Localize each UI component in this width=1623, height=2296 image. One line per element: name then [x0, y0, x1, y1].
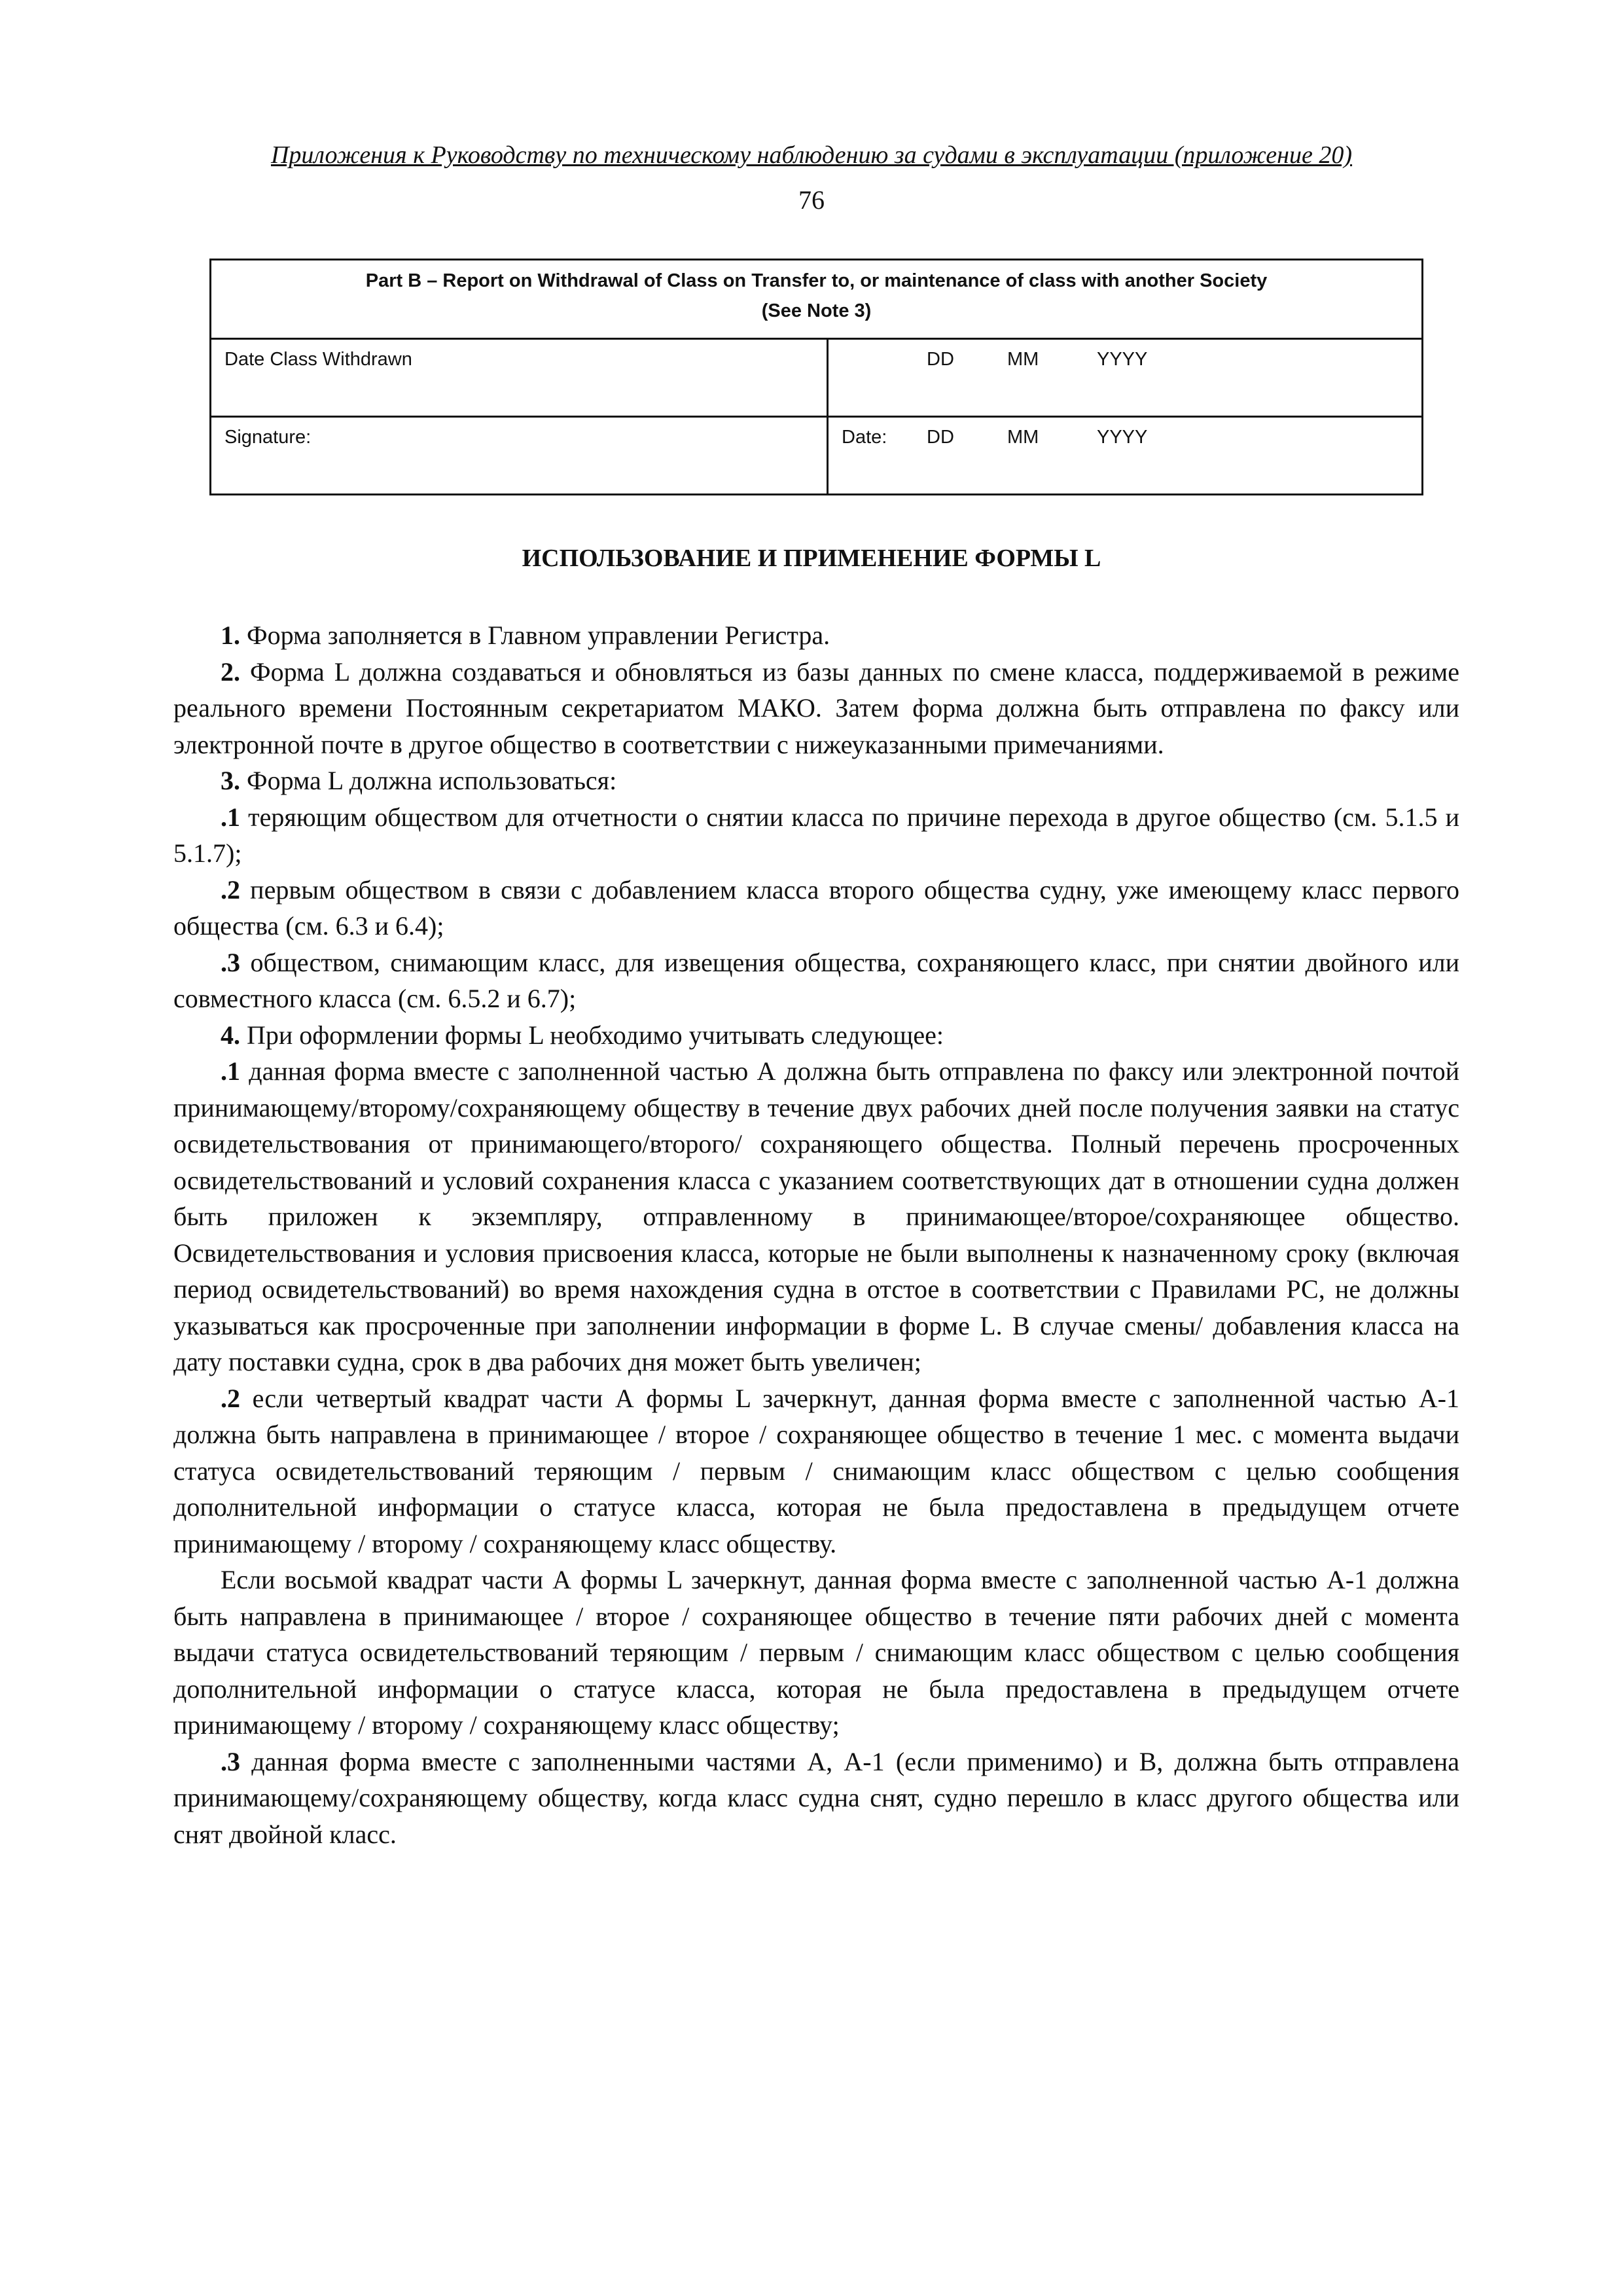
- month-placeholder: MM: [1007, 427, 1039, 448]
- paragraph: [173, 872, 1459, 944]
- paragraph: [173, 762, 1459, 799]
- paragraph-text: если четвертый квадрат части А формы L зачеркнут, данная форма вместе с заполненной частью А-1 должна быть направлена в принимающее / второе / сохраняющее общество в течение 1 мес. с момента выдачи статуса освидетельствований теряющим / первым / снимающим класс обществом с целью сообщения дополнительной информации о статусе класса, которая не была предоставлена в предыдущем отчете принимающему / второму / сохраняющему класс обществу.: [173, 1383, 1459, 1558]
- paragraph-text: теряющим обществом для отчетности о снятии класса по причине перехода в другое общество (см. 5.1.5 и 5.1.7);: [173, 802, 1459, 868]
- paragraph-text: обществом, снимающим класс, для извещения общества, сохраняющего класс, при снятии двойного или совместного класса (см. 6.5.2 и 6.7);: [173, 947, 1459, 1013]
- item-number: .1: [221, 1056, 240, 1086]
- year-placeholder: YYYY: [1097, 349, 1148, 370]
- part-b-form-table: [209, 259, 1423, 495]
- day-placeholder: DD: [927, 349, 954, 370]
- table-title-note: (See Note 3): [761, 300, 872, 321]
- paragraph-text: Форма L должна использоваться:: [240, 766, 617, 795]
- date-class-withdrawn-field[interactable]: [828, 339, 1423, 417]
- paragraph-text: Форма заполняется в Главном управлении Регистра.: [240, 620, 830, 650]
- paragraph: [173, 944, 1459, 1017]
- instructions-body: [173, 617, 1459, 1852]
- paragraph: [173, 617, 1459, 654]
- item-number: .2: [221, 874, 240, 905]
- signature-field[interactable]: [211, 417, 828, 495]
- table-row: [211, 339, 1423, 417]
- signature-label: Signature:: [224, 427, 312, 448]
- paragraph: [173, 1380, 1459, 1562]
- paragraph: [173, 1053, 1459, 1380]
- page-number: 76: [798, 185, 825, 215]
- item-number: .2: [221, 1383, 240, 1413]
- item-number: 3.: [221, 766, 240, 795]
- year-placeholder: YYYY: [1097, 427, 1148, 448]
- table-title: Part B – Report on Withdrawal of Class on Transfer to, or maintenance of class with another Society: [365, 270, 1268, 291]
- item-number: 4.: [221, 1020, 240, 1050]
- item-number: .1: [221, 802, 240, 832]
- section-title: ИСПОЛЬЗОВАНИЕ И ПРИМЕНЕНИЕ ФОРМЫ L: [522, 545, 1101, 572]
- table-title-cell: [211, 260, 1423, 339]
- paragraph: [173, 1017, 1459, 1054]
- paragraph-text: Если восьмой квадрат части А формы L зачеркнут, данная форма вместе с заполненной частью А-1 должна быть направлена в принимающее / второе / сохраняющее общество в течение пяти рабочих дней с момента выдачи статуса освидетельствований теряющим / первым / снимающим класс обществом с целью сообщения дополнительной информации о статусе класса, которая не была предоставлена в предыдущем отчете принимающему / второму / сохраняющему класс обществу;: [173, 1565, 1459, 1740]
- signature-date-field[interactable]: [828, 417, 1423, 495]
- paragraph-text: данная форма вместе с заполненной частью А должна быть отправлена по факсу или электронной почтой принимающему/второму/сохраняющему обществу в течение двух рабочих дней после получения заявки на статус освидетельствования от принимающего/второго/ сохраняющего общества. Полный перечень просроченных освидетельствований и условий сохранения класса с указанием соответствующих дат в отношении судна должен быть приложен к экземпляру, отправленному в принимающее/второе/сохраняющее общество. Освидетельствования и условия присвоения класса, которые не были выполнены к назначенному сроку (включая период освидетельствований) во время нахождения судна в отстое в соответствии с Правилами РС, не должны указываться как просроченные при заполнении информации в форме L. В случае смены/ добавления класса на дату поставки судна, срок в два рабочих дня может быть увеличен;: [173, 1056, 1459, 1376]
- item-number: .3: [221, 947, 240, 977]
- date-label: Date:: [842, 427, 887, 448]
- paragraph-text: данная форма вместе с заполненными частями А, А-1 (если применимо) и В, должна быть отправлена принимающему/сохраняющему обществу, когда класс судна снят, судно перешло в класс другого общества или снят двойной класс.: [173, 1746, 1459, 1849]
- running-header: Приложения к Руководству по техническому наблюдению за судами в эксплуатации (приложение 20): [270, 141, 1353, 169]
- paragraph-text: первым обществом в связи с добавлением класса второго общества судну, уже имеющему класс первого общества (см. 6.3 и 6.4);: [173, 874, 1459, 941]
- month-placeholder: MM: [1007, 349, 1039, 370]
- day-placeholder: DD: [927, 427, 954, 448]
- item-number: 1.: [221, 620, 240, 650]
- table-row: [211, 417, 1423, 495]
- paragraph: [173, 799, 1459, 872]
- item-number: .3: [221, 1746, 240, 1776]
- paragraph-text: При оформлении формы L необходимо учитывать следующее:: [240, 1020, 944, 1050]
- table-title-row: [211, 260, 1423, 339]
- paragraph: [173, 654, 1459, 763]
- date-class-withdrawn-label-cell: [211, 339, 828, 417]
- paragraph-text: Форма L должна создаваться и обновляться из базы данных по смене класса, поддерживаемой в режиме реального времени Постоянным секретариатом МАКО. Затем форма должна быть отправлена по факсу или электронной почте в другое общество в соответствии с нижеуказанными примечаниями.: [173, 656, 1459, 759]
- item-number: 2.: [221, 656, 240, 687]
- date-class-withdrawn-label: Date Class Withdrawn: [224, 349, 412, 370]
- paragraph: [173, 1744, 1459, 1853]
- paragraph: [173, 1562, 1459, 1744]
